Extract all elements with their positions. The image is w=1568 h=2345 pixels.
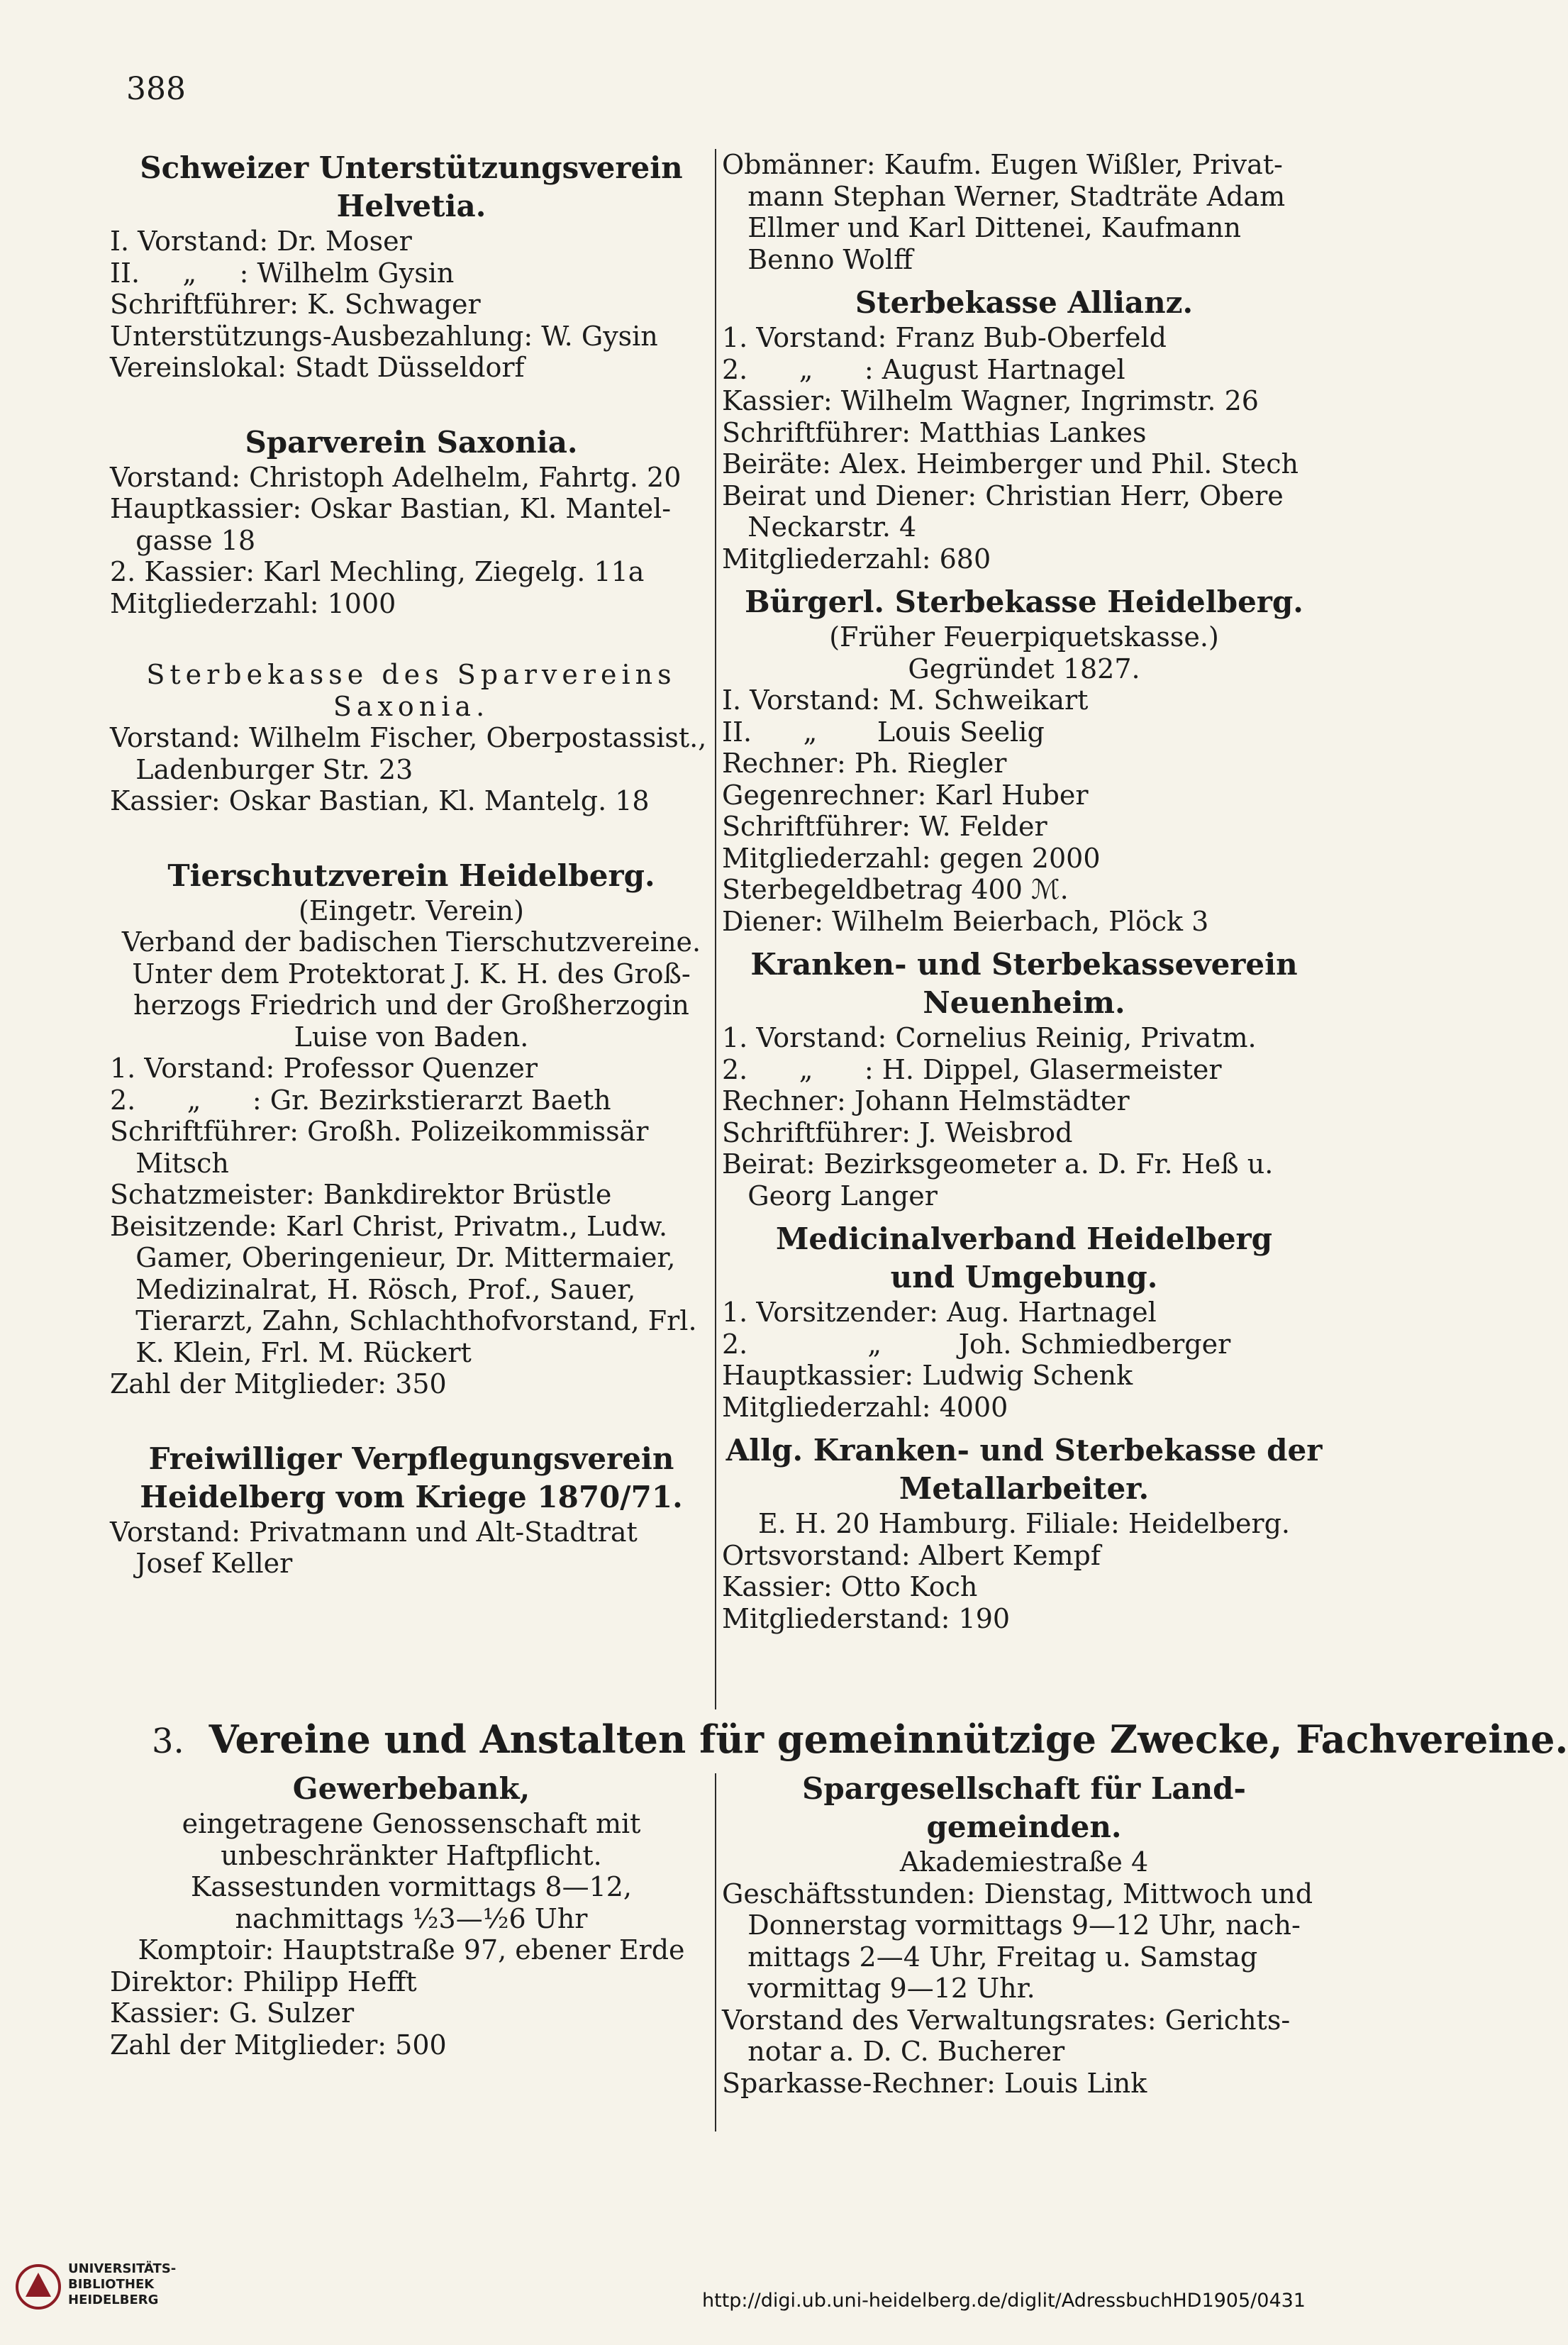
right-column	[722, 149, 1326, 1634]
entry-note: Gegründet 1827.	[908, 653, 1140, 684]
entry-sterbekasse-sparverein	[110, 659, 713, 817]
entry-title: Freiwilliger Verpflegungsverein	[148, 1441, 674, 1476]
entry-note: (Früher Feuerpiquetskasse.)	[829, 621, 1219, 653]
entry-line: Vorstand: Wilhelm Fischer, Oberpostassist.,	[110, 722, 707, 753]
entry-line: Ortsvorstand: Albert Kempf	[722, 1539, 1101, 1571]
entry-gap	[722, 937, 1326, 946]
entry-note: Kassestunden vormittags 8—12,	[190, 1871, 633, 1902]
entry-title: Bürgerl. Sterbekasse Heidelberg.	[745, 584, 1303, 619]
entry-line: Beisitzende: Karl Christ, Privatm., Ludw.	[110, 1210, 668, 1242]
entry-line: Hauptkassier: Ludwig Schenk	[722, 1360, 1133, 1391]
entry-line: Mitsch	[110, 1147, 229, 1179]
section-number: 3.	[152, 1722, 184, 1761]
entry-gap	[722, 575, 1326, 583]
entry-sparverein	[110, 423, 713, 620]
entry-title: Sterbekasse Allianz.	[855, 285, 1194, 320]
entry-line: Mitgliederzahl: 4000	[722, 1391, 1008, 1423]
entry-line: 1. Vorstand: Cornelius Reinig, Privatm.	[722, 1022, 1257, 1053]
entry-title: Metallarbeiter.	[899, 1471, 1150, 1506]
entry-title: Sparverein Saxonia.	[245, 424, 578, 460]
entry-obmaenner	[722, 149, 1326, 275]
entry-note: eingetragene Genossenschaft mit	[182, 1808, 641, 1839]
entry-line: Gegenrechner: Karl Huber	[722, 779, 1089, 811]
entry-gap	[110, 384, 713, 423]
entry-line: 1. Vorsitzender: Aug. Hartnagel	[722, 1297, 1157, 1328]
entry-buergerl	[722, 583, 1326, 937]
entry-title: Helvetia.	[336, 189, 486, 223]
entry-line: Vorstand des Verwaltungsrates: Gerichts-	[722, 2004, 1291, 2036]
entry-line: Sterbegeldbetrag 400 ℳ.	[722, 874, 1069, 905]
entry-metallarbeiter	[722, 1431, 1326, 1634]
entry-schweizer	[110, 149, 713, 384]
entry-line: Mitgliederzahl: gegen 2000	[722, 842, 1101, 874]
entry-line: Mitgliederzahl: 1000	[110, 587, 396, 619]
entry-line: Schatzmeister: Bankdirektor Brüstle	[110, 1179, 612, 1210]
page-number: 388	[126, 71, 186, 107]
entry-line: Schriftführer: Großh. Polizeikommissär	[110, 1116, 649, 1147]
entry-gap	[110, 817, 713, 857]
entry-line: vormittag 9—12 Uhr.	[722, 1973, 1035, 2004]
entry-line: I. Vorstand: Dr. Moser	[110, 226, 412, 257]
entry-title: Schweizer Unterstützungsverein	[140, 150, 683, 185]
right-column-lower	[722, 1770, 1326, 2099]
entry-gap	[722, 275, 1326, 284]
entry-title: gemeinden.	[926, 1809, 1122, 1844]
entry-note: (Eingetr. Verein)	[299, 894, 524, 926]
entry-line: 2. „ : August Hartnagel	[722, 353, 1125, 385]
entry-line: Rechner: Ph. Riegler	[722, 748, 1007, 779]
entry-line: II. „ Louis Seelig	[722, 716, 1045, 748]
entry-line: Vereinslokal: Stadt Düsseldorf	[110, 352, 525, 383]
left-column-lower	[110, 1770, 713, 2061]
entry-line: Unterstützungs-Ausbezahlung: W. Gysin	[110, 320, 658, 352]
entry-line: Tierarzt, Zahn, Schlachthofvorstand, Frl.	[110, 1305, 697, 1336]
entry-line: Schriftführer: J. Weisbrod	[722, 1116, 1073, 1148]
source-url[interactable]: http://digi.ub.uni-heidelberg.de/diglit/AdressbuchHD1905/0431	[702, 2290, 1306, 2312]
library-name: UNIVERSITÄTS- BIBLIOTHEK HEIDELBERG	[68, 2261, 177, 2307]
entry-line: Georg Langer	[722, 1180, 938, 1212]
entry-line: Gamer, Oberingenieur, Dr. Mittermaier,	[110, 1242, 676, 1273]
entry-line: Direktor: Philipp Hefft	[110, 1966, 417, 1997]
entry-freiwilliger	[110, 1440, 713, 1580]
entry-line: Beirat: Bezirksgeometer a. D. Fr. Heß u.	[722, 1148, 1274, 1180]
section-heading	[152, 1717, 1568, 1762]
entry-line: II. „ : Wilhelm Gysin	[110, 257, 455, 289]
entry-line: Kassier: Oskar Bastian, Kl. Mantelg. 18	[110, 785, 650, 816]
entry-note: unbeschränkter Haftpflicht.	[221, 1839, 602, 1871]
entry-title: Heidelberg vom Kriege 1870/71.	[140, 1479, 683, 1514]
entry-line: Josef Keller	[110, 1548, 293, 1579]
entry-gap	[110, 619, 713, 659]
entry-tierschutz	[110, 857, 713, 1400]
entry-gewerbebank	[110, 1770, 713, 2061]
entry-line: 2. „ Joh. Schmiedberger	[722, 1328, 1231, 1360]
left-column	[110, 149, 713, 1580]
entry-line: K. Klein, Frl. M. Rückert	[110, 1336, 472, 1368]
entry-line: Mitgliederstand: 190	[722, 1602, 1011, 1634]
entry-line: Schriftführer: K. Schwager	[110, 289, 481, 320]
entry-line: Geschäftsstunden: Dienstag, Mittwoch und	[722, 1878, 1313, 1909]
entry-note: herzogs Friedrich und der Großherzogin	[133, 989, 689, 1021]
entry-line: Rechner: Johann Helmstädter	[722, 1085, 1130, 1116]
entry-title: Medicinalverband Heidelberg	[775, 1221, 1273, 1256]
entry-allianz	[722, 284, 1326, 575]
entry-title: Tierschutzverein Heidelberg.	[167, 858, 655, 893]
entry-line: Medizinalrat, H. Rösch, Prof., Sauer,	[110, 1273, 636, 1305]
entry-note: nachmittags ½3—½6 Uhr	[235, 1902, 588, 1934]
entry-neuenheim	[722, 946, 1326, 1212]
entry-title: Neuenheim.	[923, 985, 1125, 1020]
entry-line: Neckarstr. 4	[722, 511, 917, 543]
entry-note: Akademiestraße 4	[899, 1846, 1149, 1878]
entry-note: Unter dem Protektorat J. K. H. des Groß-	[132, 958, 691, 989]
entry-line: Zahl der Mitglieder: 350	[110, 1368, 447, 1399]
entry-line: Hauptkassier: Oskar Bastian, Kl. Mantel-	[110, 493, 672, 524]
entry-title: Sterbekasse des Sparvereins	[146, 659, 677, 690]
entry-gap	[110, 1400, 713, 1440]
column-divider-lower	[715, 1773, 716, 2131]
entry-line: Zahl der Mitglieder: 500	[110, 2029, 447, 2061]
entry-line: Schriftführer: W. Felder	[722, 811, 1047, 842]
entry-line: 2. „ : Gr. Bezirkstierarzt Baeth	[110, 1084, 611, 1116]
entry-line: notar a. D. C. Bucherer	[722, 2036, 1065, 2067]
entry-line: Ladenburger Str. 23	[110, 753, 413, 785]
entry-title: und Umgebung.	[890, 1260, 1158, 1295]
entry-note: Luise von Baden.	[294, 1021, 529, 1053]
section-title: Vereine und Anstalten für gemeinnützige Zwecke, Fachvereine.	[208, 1717, 1568, 1762]
entry-line: 1. Vorstand: Franz Bub-Oberfeld	[722, 322, 1167, 353]
entry-line: 2. Kassier: Karl Mechling, Ziegelg. 11a	[110, 556, 645, 587]
entry-title: Saxonia.	[333, 690, 490, 722]
entry-title: Allg. Kranken- und Sterbekasse der	[725, 1433, 1323, 1468]
entry-line: Kassier: Otto Koch	[722, 1571, 978, 1602]
entry-title: Gewerbebank,	[292, 1771, 530, 1806]
entry-line: Ellmer und Karl Dittenei, Kaufmann	[722, 212, 1241, 243]
entry-note: E. H. 20 Hamburg. Filiale: Heidelberg.	[757, 1508, 1291, 1539]
column-divider	[715, 149, 716, 1709]
entry-line: 1. Vorstand: Professor Quenzer	[110, 1053, 538, 1084]
entry-line: 2. „ : H. Dippel, Glasermeister	[722, 1053, 1222, 1085]
entry-line: Beiräte: Alex. Heimberger und Phil. Stech	[722, 448, 1299, 479]
entry-line: Obmänner: Kaufm. Eugen Wißler, Privat-	[722, 149, 1283, 180]
entry-spargesellschaft	[722, 1770, 1326, 2099]
entry-line: Vorstand: Christoph Adelhelm, Fahrtg. 20	[110, 461, 682, 493]
entry-line: Beirat und Diener: Christian Herr, Obere	[722, 479, 1284, 511]
entry-line: gasse 18	[110, 524, 256, 556]
entry-line: Benno Wolff	[722, 243, 913, 275]
entry-medicinal	[722, 1220, 1326, 1423]
entry-line: Schriftführer: Matthias Lankes	[722, 416, 1147, 448]
entry-note: Verband der badischen Tierschutzvereine.	[121, 926, 701, 958]
entry-line: Sparkasse-Rechner: Louis Link	[722, 2067, 1147, 2099]
entry-gap	[722, 1423, 1326, 1431]
entry-gap	[722, 1212, 1326, 1220]
entry-line: Donnerstag vormittags 9—12 Uhr, nach-	[722, 1909, 1301, 1941]
entry-line: mittags 2—4 Uhr, Freitag u. Samstag	[722, 1941, 1258, 1973]
entry-note: Komptoir: Hauptstraße 97, ebener Erde	[138, 1934, 685, 1966]
entry-title: Spargesellschaft für Land-	[802, 1771, 1246, 1806]
entry-line: Kassier: G. Sulzer	[110, 1997, 355, 2029]
entry-title: Kranken- und Sterbekasseverein	[750, 947, 1298, 982]
entry-line: I. Vorstand: M. Schweikart	[722, 684, 1089, 716]
entry-line: Vorstand: Privatmann und Alt-Stadtrat	[110, 1516, 638, 1548]
entry-line: Diener: Wilhelm Beierbach, Plöck 3	[722, 905, 1209, 937]
entry-line: Kassier: Wilhelm Wagner, Ingrimstr. 26	[722, 385, 1259, 416]
entry-line: mann Stephan Werner, Stadträte Adam	[722, 180, 1286, 212]
entry-line: Mitgliederzahl: 680	[722, 543, 991, 575]
